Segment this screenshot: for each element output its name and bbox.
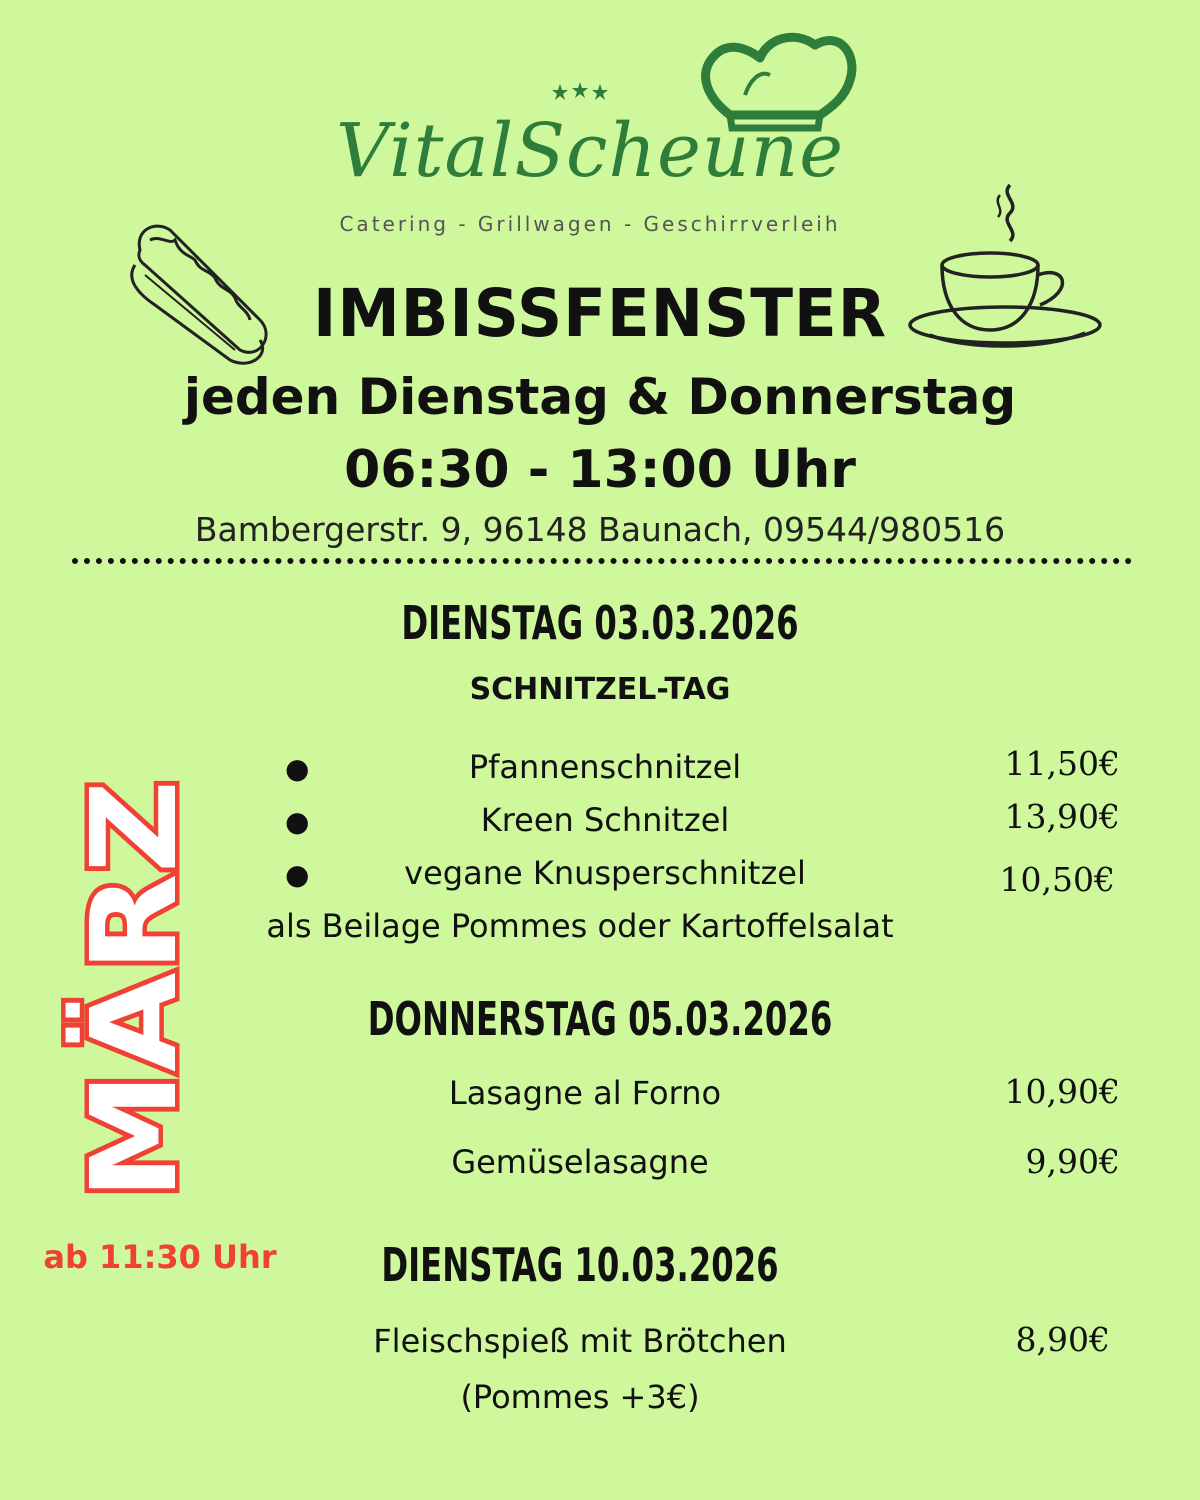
day3-heading: DIENSTAG 10.03.2026 [381,1238,779,1292]
day1-heading: DIENSTAG 03.03.2026 [401,596,799,650]
menu-item-price: 10,50€ [999,860,1115,899]
day1-subtitle: SCHNITZEL-TAG [469,672,731,707]
menu-item-name: Gemüselasagne [451,1143,709,1181]
brand-logo: VitalScheune [335,108,845,194]
stars-icon [550,82,610,106]
menu-item-name: Lasagne al Forno [448,1074,722,1112]
time-note: ab 11:30 Uhr [43,1238,277,1276]
bullet-icon: ● [285,805,310,838]
menu-item-name: Fleischspieß mit Brötchen [373,1322,787,1360]
bullet-icon: ● [285,752,310,785]
brand-tagline: Catering - Grillwagen - Geschirrverleih [339,212,841,236]
menu-item-price: 13,90€ [1004,797,1120,836]
month-label-text: MÄRZ [65,814,203,1200]
side-dish-note: als Beilage Pommes oder Kartoffelsalat [266,907,894,945]
menu-item-name: Pfannenschnitzel [468,748,742,786]
bullet-icon: ● [285,858,310,891]
menu-item-price: 10,90€ [1004,1072,1120,1111]
menu-item-name: vegane Knusperschnitzel [404,854,806,892]
opening-hours: 06:30 - 13:00 Uhr [344,440,856,500]
dotted-divider [72,558,1132,564]
pommes-note: (Pommes +3€) [460,1378,700,1416]
menu-item-price: 11,50€ [1004,744,1120,783]
page-title: IMBISSFENSTER [313,275,887,352]
month-label [65,775,203,1205]
address-line: Bambergerstr. 9, 96148 Baunach, 09544/980516 [194,510,1006,549]
menu-item-name: Kreen Schnitzel [480,801,730,839]
opening-days: jeden Dienstag & Donnerstag [183,368,1017,426]
menu-item-price: 9,90€ [1025,1142,1120,1181]
day2-heading: DONNERSTAG 05.03.2026 [367,992,833,1046]
menu-item-price: 8,90€ [1015,1320,1110,1359]
